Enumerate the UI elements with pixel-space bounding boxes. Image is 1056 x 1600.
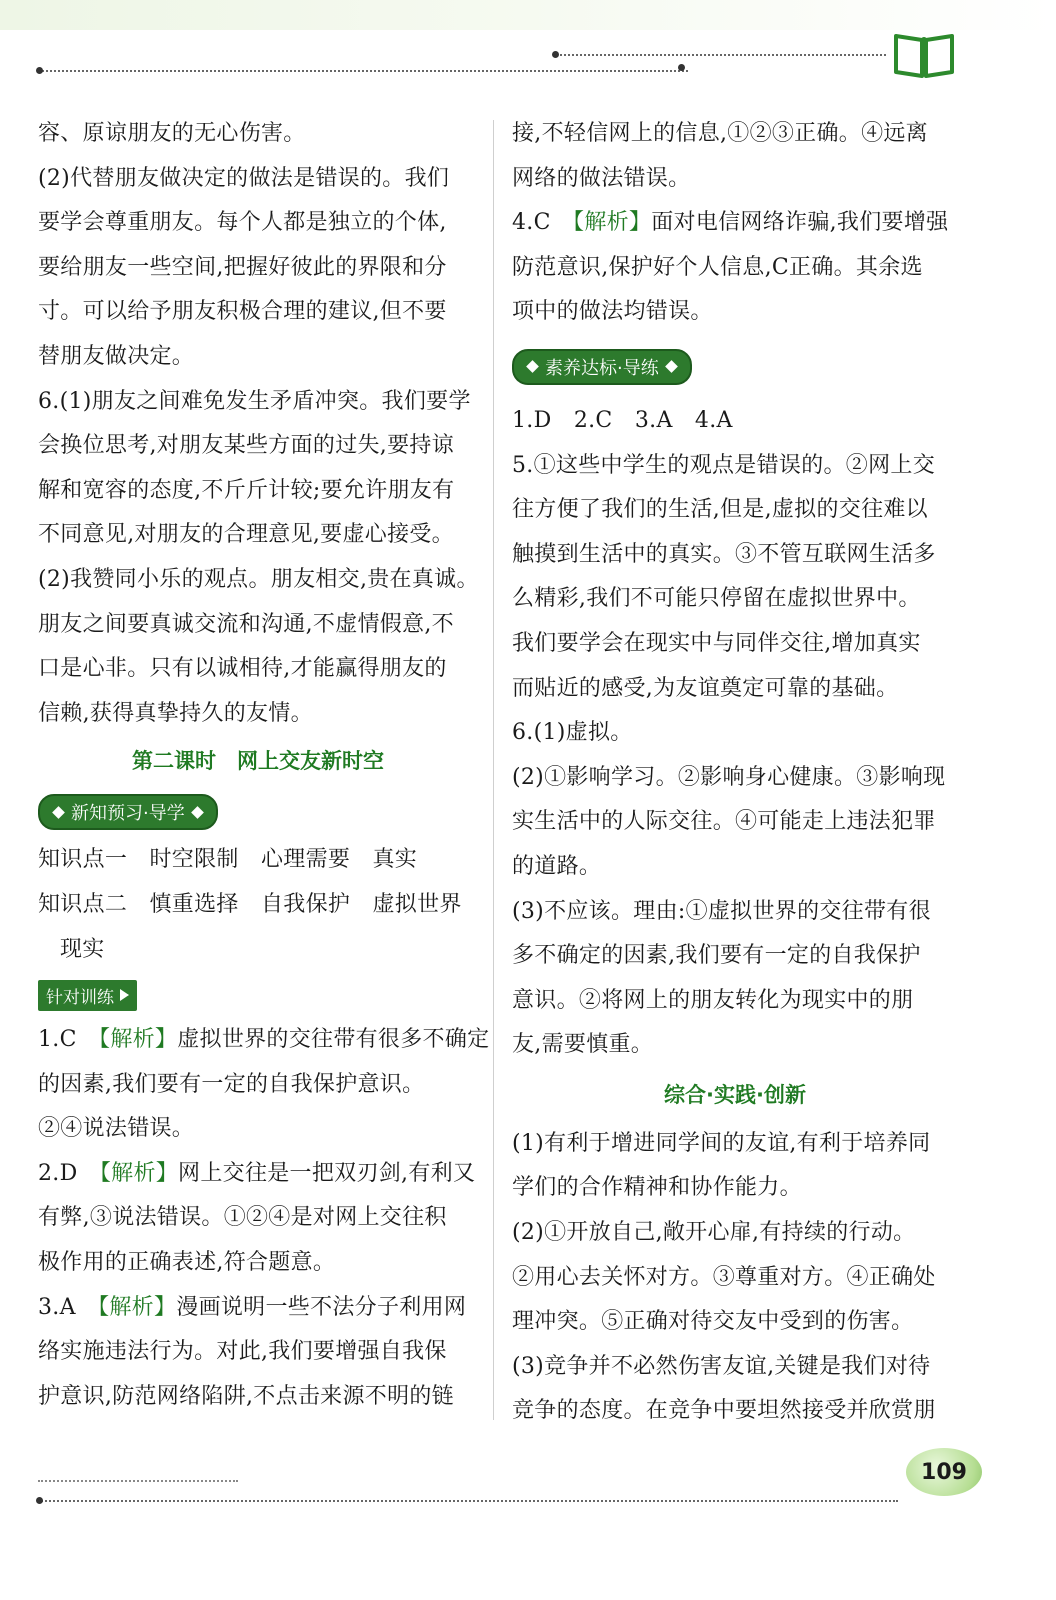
training-tag xyxy=(38,980,137,1011)
knowledge-line: 知识点一 时空限制 心理需要 真实 xyxy=(38,847,418,873)
answer-line xyxy=(512,201,958,246)
text-line: ②用心去关怀对方。③尊重对方。④正确处 xyxy=(512,1264,936,1290)
answer-number: 1.C xyxy=(38,1027,100,1053)
text-line: 学们的合作精神和协作能力。 xyxy=(512,1175,802,1201)
text-line: 友,需要慎重。 xyxy=(512,1032,654,1058)
text-line: 要给朋友一些空间,把握好彼此的界限和分 xyxy=(38,254,447,280)
answer-text: 网上交往是一把双刃剑,有利又 xyxy=(178,1160,476,1186)
answer-number: 2.D xyxy=(38,1160,100,1186)
lesson-title: 第二课时 网上交友新时空 xyxy=(132,749,384,774)
header-rule xyxy=(38,70,688,72)
training-tag-label: 针对训练 xyxy=(46,987,114,1008)
text-line: (2)我赞同小乐的观点。朋友相交,贵在真诚。 xyxy=(38,566,479,592)
answer-line xyxy=(38,1152,478,1197)
footer-rule-upper xyxy=(38,1480,238,1482)
answer-line: 项中的做法均错误。 xyxy=(512,299,713,325)
text-line: 6.(1)朋友之间难免发生矛盾冲突。我们要学 xyxy=(38,388,471,414)
analysis-tag: 【解析】 xyxy=(98,1294,177,1320)
text-line: (3)不应该。理由:①虚拟世界的交往带有很 xyxy=(512,898,931,924)
diamond-icon xyxy=(665,361,678,374)
section-pill-label: 新知预习·导学 xyxy=(71,803,185,825)
text-line: (2)代替朋友做决定的做法是错误的。我们 xyxy=(38,165,450,191)
text-line: 触摸到生活中的真实。③不管互联网生活多 xyxy=(512,541,936,567)
answer-text: 虚拟世界的交往带有很多不确定 xyxy=(177,1027,490,1053)
text-line: 意识。②将网上的朋友转化为现实中的朋 xyxy=(512,987,914,1013)
text-line: 口是心非。只有以诚相待,才能赢得朋友的 xyxy=(38,656,447,682)
answer-line: 防范意识,保护好个人信息,C正确。其余选 xyxy=(512,254,923,280)
text-line: 信赖,获得真挚持久的友情。 xyxy=(38,700,313,726)
text-line: (3)竞争并不必然伤害友谊,关键是我们对待 xyxy=(512,1353,931,1379)
training-header xyxy=(38,972,478,1018)
answer-line xyxy=(38,1286,478,1331)
text-line: 寸。可以给予朋友积极合理的建议,但不要 xyxy=(38,299,447,325)
diamond-icon xyxy=(52,806,65,819)
diamond-icon xyxy=(526,361,539,374)
text-line: 1.D 2.C 3.A 4.A xyxy=(512,407,733,433)
rule-dot xyxy=(678,64,685,71)
text-line: 实生活中的人际交往。④可能走上违法犯罪 xyxy=(512,809,936,835)
answer-text: 面对电信网络诈骗,我们要增强 xyxy=(651,210,949,236)
rule-dot xyxy=(552,51,559,58)
knowledge-line: 现实 xyxy=(60,936,105,962)
text-line: 6.(1)虚拟。 xyxy=(512,720,633,746)
text-line: 容、原谅朋友的无心伤害。 xyxy=(38,121,306,146)
text-line: 要学会尊重朋友。每个人都是独立的个体, xyxy=(38,210,447,236)
section-pill-label: 素养达标·导练 xyxy=(545,357,659,379)
text-line: (2)①开放自己,敞开心扉,有持续的行动。 xyxy=(512,1220,916,1246)
text-line: 的道路。 xyxy=(512,853,602,879)
text-line: 朋友之间要真诚交流和沟通,不虚情假意,不 xyxy=(38,611,454,637)
section-pill xyxy=(512,349,692,385)
text-line: 不同意见,对朋友的合理意见,要虚心接受。 xyxy=(38,522,454,548)
play-arrow-icon xyxy=(120,989,129,1001)
answer-number: 3.A xyxy=(38,1294,99,1320)
answer-number: 4.C xyxy=(512,210,574,236)
answer-line: 络实施违法行为。对此,我们要增强自我保 xyxy=(38,1339,447,1365)
literacy-section-header xyxy=(512,335,958,399)
text-line: 竞争的态度。在竞争中要坦然接受并欣赏朋 xyxy=(512,1398,936,1424)
text-line: 往方便了我们的生活,但是,虚拟的交往难以 xyxy=(512,497,928,523)
header-rule-upper xyxy=(556,54,886,56)
right-column xyxy=(512,112,958,1434)
text-line: 么精彩,我们不可能只停留在虚拟世界中。 xyxy=(512,586,921,612)
header-band xyxy=(0,0,1056,30)
text-line: (2)①影响学习。②影响身心健康。③影响现 xyxy=(512,764,946,790)
text-line: 5.①这些中学生的观点是错误的。②网上交 xyxy=(512,452,935,478)
text-line: 替朋友做决定。 xyxy=(38,343,195,369)
answer-line: 极作用的正确表述,符合题意。 xyxy=(38,1250,336,1276)
analysis-tag: 【解析】 xyxy=(99,1160,179,1186)
book-icon xyxy=(892,28,956,80)
rule-dot xyxy=(36,1497,43,1504)
answer-line: ②④说法错误。 xyxy=(38,1116,195,1142)
analysis-tag: 【解析】 xyxy=(99,1027,178,1053)
text-line: (1)有利于增进同学间的友谊,有利于培养同 xyxy=(512,1130,931,1156)
analysis-tag: 【解析】 xyxy=(573,210,652,236)
answer-line: 的因素,我们要有一定的自我保护意识。 xyxy=(38,1071,425,1097)
comprehensive-title: 综合·实践·创新 xyxy=(664,1082,806,1107)
answer-line: 护意识,防范网络陷阱,不点击来源不明的链 xyxy=(38,1383,454,1409)
diamond-icon xyxy=(191,806,204,819)
column-divider xyxy=(493,120,494,1420)
text-line: 而贴近的感受,为友谊奠定可靠的基础。 xyxy=(512,675,899,701)
answer-line: 接,不轻信网上的信息,①②③正确。④远离 xyxy=(512,121,928,146)
answer-line: 有弊,③说法错误。①②④是对网上交往积 xyxy=(38,1205,447,1231)
preview-section-header xyxy=(38,786,478,838)
footer-rule xyxy=(38,1500,898,1502)
rule-dot xyxy=(36,67,43,74)
answer-line: 网络的做法错误。 xyxy=(512,165,691,191)
page-number: 109 xyxy=(906,1448,982,1496)
text-line: 多不确定的因素,我们要有一定的自我保护 xyxy=(512,943,921,969)
text-line: 解和宽容的态度,不斤斤计较;要允许朋友有 xyxy=(38,477,455,503)
answer-line xyxy=(38,1018,490,1063)
text-line: 我们要学会在现实中与同伴交往,增加真实 xyxy=(512,630,921,656)
text-line: 会换位思考,对朋友某些方面的过失,要持谅 xyxy=(38,433,454,459)
knowledge-line: 知识点二 慎重选择 自我保护 虚拟世界 xyxy=(38,891,462,917)
section-pill xyxy=(38,794,218,830)
answer-text: 漫画说明一些不法分子利用网 xyxy=(176,1294,467,1320)
left-column xyxy=(38,112,490,1419)
text-line: 理冲突。⑤正确对待交友中受到的伤害。 xyxy=(512,1309,914,1335)
